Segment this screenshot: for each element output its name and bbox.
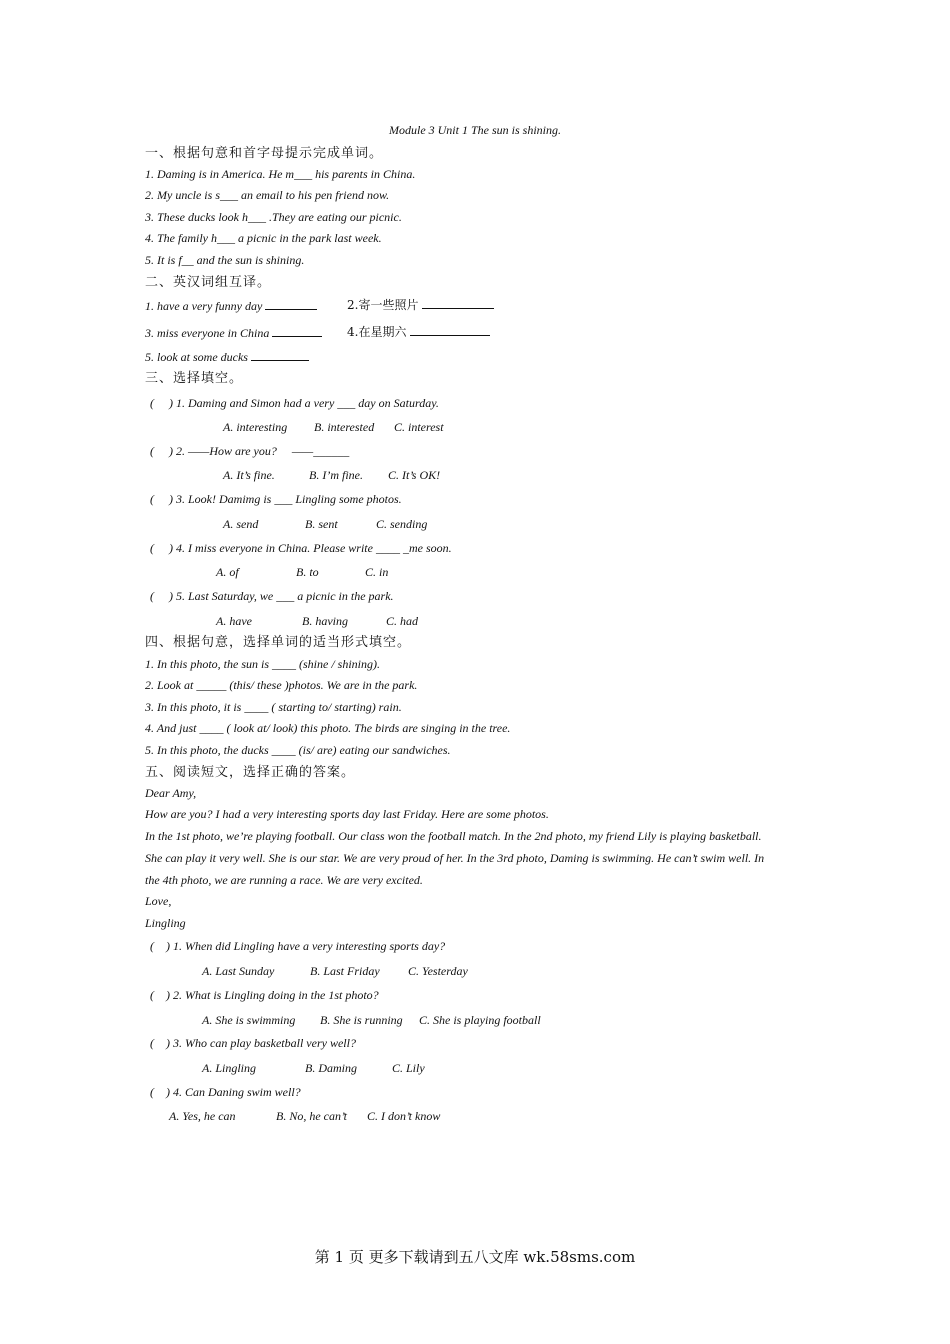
answer-blank[interactable] [422, 297, 494, 309]
s2-item [145, 298, 317, 314]
s1-item: 3. These ducks look h___ .They are eating our picnic. [145, 210, 402, 224]
answer-blank[interactable] [410, 324, 490, 336]
s3-question: ( ) 3. Look! Damimg is ___ Lingling some photos. [150, 492, 402, 506]
section-3-heading: 三、选择填空。 [145, 371, 244, 386]
s1-item: 5. It is f__ and the sun is shining. [145, 253, 305, 267]
section-1-heading: 一、根据句意和首字母提示完成单词。 [145, 146, 384, 161]
page-footer: 第 1 页 更多下载请到五八文库 wk.58sms.com [314, 1248, 636, 1266]
option[interactable]: A. Yes, he can [169, 1109, 236, 1123]
s4-item: 3. In this photo, it is ____ ( starting to/ starting) rain. [145, 700, 402, 714]
s3-question: ( ) 1. Daming and Simon had a very ___ day on Saturday. [150, 396, 439, 410]
letter-line: Dear Amy, [145, 786, 197, 800]
option[interactable]: C. Yesterday [408, 964, 468, 978]
option[interactable]: A. Last Sunday [202, 964, 275, 978]
option[interactable]: B. Last Friday [310, 964, 380, 978]
s4-item: 5. In this photo, the ducks ____ (is/ are) eating our sandwiches. [145, 743, 451, 757]
s2-item [347, 297, 494, 313]
option[interactable]: A. She is swimming [202, 1013, 296, 1027]
option[interactable]: A. interesting [223, 420, 288, 434]
option[interactable]: C. It’s OK! [388, 468, 441, 482]
s3-question: ( ) 5. Last Saturday, we ___ a picnic in the park. [150, 589, 394, 603]
answer-blank[interactable] [265, 298, 317, 310]
option[interactable]: C. She is playing football [419, 1013, 541, 1027]
option[interactable]: B. to [296, 565, 319, 579]
section-5-heading: 五、阅读短文，选择正确的答案。 [145, 765, 356, 780]
section-4-heading: 四、根据句意，选择单词的适当形式填空。 [145, 635, 412, 650]
s2-item [347, 324, 490, 340]
letter-line: the 4th photo, we are running a race. We are very excited. [145, 873, 423, 887]
s2-item [145, 349, 309, 365]
s1-item: 2. My uncle is s___ an email to his pen friend now. [145, 188, 390, 202]
option[interactable]: B. having [302, 614, 348, 628]
option[interactable]: C. I don’t know [367, 1109, 441, 1123]
s5-question: ( ) 4. Can Daning swim well? [150, 1085, 301, 1099]
option[interactable]: B. I’m fine. [309, 468, 363, 482]
page-title: Module 3 Unit 1 The sun is shining. [388, 123, 561, 137]
option[interactable]: A. have [216, 614, 252, 628]
letter-line: In the 1st photo, we’re playing football. Our class won the football match. In the 2nd photo, my friend Lily is playing basketball. [145, 829, 762, 843]
letter-line: Lingling [145, 916, 186, 930]
option[interactable]: C. had [386, 614, 419, 628]
s4-item: 2. Look at _____ (this/ these )photos. We are in the park. [145, 678, 418, 692]
s2-item-text: 1. have a very funny day [145, 299, 263, 313]
letter-line: Love, [145, 894, 172, 908]
s1-item: 4. The family h___ a picnic in the park last week. [145, 231, 382, 245]
s4-item: 1. In this photo, the sun is ____ (shine / shining). [145, 657, 380, 671]
option[interactable]: A. Lingling [202, 1061, 257, 1075]
s5-question: ( ) 2. What is Lingling doing in the 1st photo? [150, 988, 379, 1002]
option[interactable]: B. sent [305, 517, 338, 531]
s1-item: 1. Daming is in America. He m___ his parents in China. [145, 167, 416, 181]
answer-blank[interactable] [272, 325, 322, 337]
option[interactable]: B. She is running [320, 1013, 403, 1027]
option[interactable]: C. Lily [392, 1061, 425, 1075]
letter-line: She can play it very well. She is our star. We are very proud of her. In the 3rd photo, Daming is swimming. He can’t swim well. In [145, 851, 765, 865]
option[interactable]: A. of [216, 565, 239, 579]
option[interactable]: C. sending [376, 517, 428, 531]
s3-question: ( ) 4. I miss everyone in China. Please write ____ _me soon. [150, 541, 452, 555]
option[interactable]: B. interested [314, 420, 375, 434]
s2-item [145, 325, 322, 341]
option[interactable]: A. send [223, 517, 259, 531]
option[interactable]: C. interest [394, 420, 444, 434]
option[interactable]: C. in [365, 565, 389, 579]
s2-item-text: 3. miss everyone in China [145, 326, 270, 340]
s5-question: ( ) 1. When did Lingling have a very interesting sports day? [150, 939, 446, 953]
s2-item-text: 2.寄一些照片 [347, 298, 419, 312]
section-2-heading: 二、英汉词组互译。 [145, 275, 272, 290]
option[interactable]: B. Daming [305, 1061, 357, 1075]
s3-question: ( ) 2. ——How are you? ——______ [150, 444, 350, 458]
s5-question: ( ) 3. Who can play basketball very well? [150, 1036, 356, 1050]
answer-blank[interactable] [251, 349, 309, 361]
letter-line: How are you? I had a very interesting sports day last Friday. Here are some photos. [145, 807, 549, 821]
option[interactable]: A. It’s fine. [223, 468, 275, 482]
option[interactable]: B. No, he can’t [276, 1109, 347, 1123]
s2-item-text: 5. look at some ducks [145, 350, 248, 364]
s2-item-text: 4.在星期六 [347, 325, 407, 339]
s4-item: 4. And just ____ ( look at/ look) this photo. The birds are singing in the tree. [145, 721, 511, 735]
